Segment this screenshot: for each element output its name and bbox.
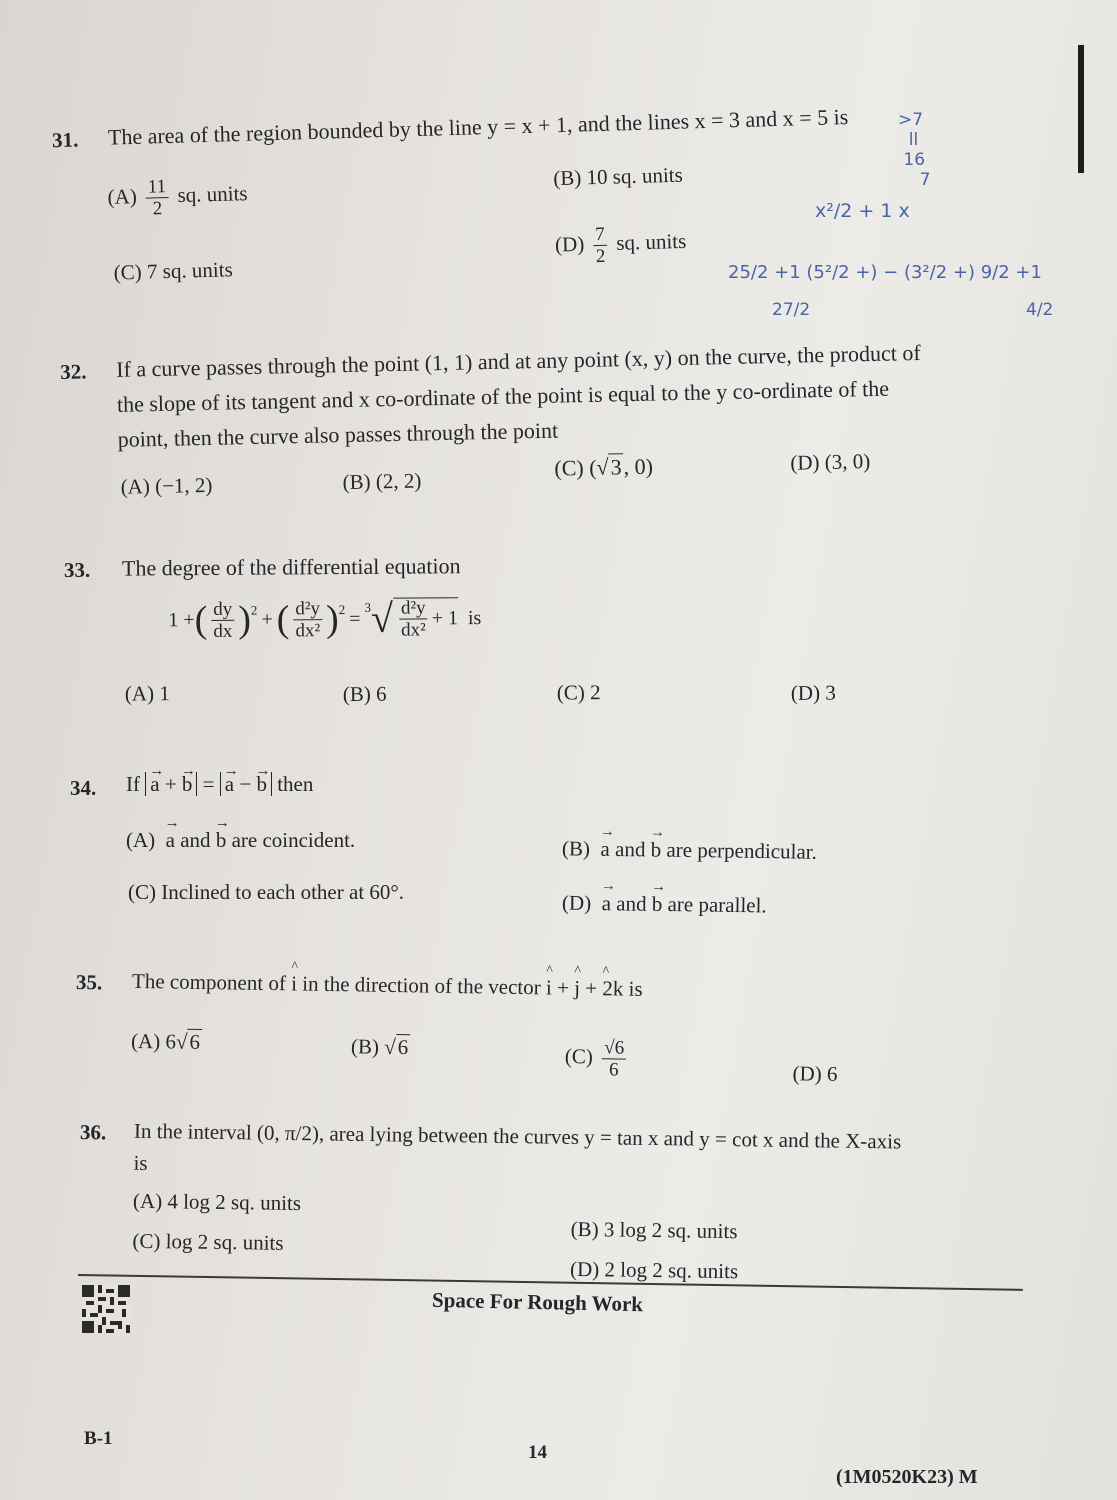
question-number: 32. [60,359,87,384]
option-d[interactable]: (D) 2 log 2 sq. units [569,1256,739,1284]
question-stem: The degree of the differential equation [121,553,461,581]
booklet-code: B-1 [84,1428,113,1449]
question-stem-line-1: If a curve passes through the point (1, 1) and at any point (x, y) on the curve, the product of [115,339,921,382]
handwritten-scribble: 25/2 +1 (5²/2 +) − (3²/2 +) 9/2 +1 [728,262,1042,283]
option-b[interactable]: (B) 10 sq. units [552,162,684,191]
option-d[interactable]: (D) → a and → b are parallel. [562,891,767,919]
option-a[interactable]: (A) → a and → b are coincident. [126,828,355,853]
option-c[interactable]: (C) 7 sq. units [113,257,234,285]
option-a[interactable]: (A) 6√6 [131,1029,202,1055]
option-a[interactable]: (A) 1 [124,681,170,706]
footer-divider [78,1274,1023,1290]
option-b[interactable]: (B) (2, 2) [342,468,422,495]
handwritten-scribble: x²/2 + 1 x [815,200,910,222]
question-number: 33. [63,557,91,582]
question-number: 34. [70,776,97,800]
option-a[interactable]: (A) (−1, 2) [120,472,213,499]
option-c[interactable]: (C) Inclined to each other at 60°. [128,880,405,904]
question-number: 36. [79,1120,107,1145]
question-number: 35. [75,970,103,995]
fraction: $\frac{7}{2}$ [594,223,606,268]
option-c[interactable]: (C) log 2 sq. units [132,1228,284,1255]
option-b[interactable]: (B) √6 [351,1034,411,1060]
handwritten-scribble: 27/2 [772,300,811,320]
option-c[interactable]: (C) 2 [556,680,601,705]
handwritten-scribble: 4/2 [1026,300,1054,320]
question-stem: The component of ^ i in the direction of the vector ^ i + ^ j + ^ 2k is [132,969,643,1002]
option-b[interactable]: (B) 3 log 2 sq. units [570,1216,738,1244]
option-d[interactable]: (D) (3, 0) [790,449,871,475]
fraction: $\frac{11}{2}$ [145,177,168,219]
barcode-icon [82,1285,130,1333]
paper-code: (1M0520K23) M [836,1466,978,1488]
question-stem-line-2: the slope of its tangent and x co-ordinate of the point is equal to the y co-ordinate of the [116,375,890,417]
option-d[interactable]: (D) 3 [790,680,836,705]
question-stem-line-1: In the interval (0, π/2), area lying between the curves y = tan x and y = cot x and the X-axis [133,1118,902,1154]
question-stem-line-3: point, then the curve also passes through the point [117,417,559,452]
question-stem: The area of the region bounded by the line y = x + 1, and the lines x = 3 and x = 5 is [107,103,849,150]
option-a[interactable]: (A) 4 log 2 sq. units [132,1188,302,1216]
option-c[interactable]: (C) (√3, 0) [554,453,654,481]
question-number: 31. [51,127,79,153]
option-b[interactable]: (B) 6 [342,681,387,707]
rough-work-heading: Space For Rough Work [431,1287,644,1317]
margin-mark [1078,45,1084,173]
option-b[interactable]: (B) → a and → b are perpendicular. [562,836,817,865]
differential-equation: 1 + ( $\frac{dy}{dx}$ ) $^2$ + ( $\frac{\text{d²y}}{\text{dx²}}$ ) $^2$ = $^3$ √ $\frac{\text{d²y}}{\text{dx²}}$ + 1 is [168,595,482,642]
option-d[interactable]: (D) 6 [792,1061,838,1086]
option-c[interactable]: (C) $\frac{√6}{6}$ [564,1037,625,1081]
option-a[interactable]: (A) $\frac{11}{2}$ sq. units [107,176,248,220]
option-d[interactable]: (D) $\frac{7}{2}$ sq. units [554,223,687,268]
question-stem: If → a + → b = → a − → b then [126,772,313,797]
handwritten-scribble: >7 ll 16 7 [898,110,931,190]
page-number: 14 [528,1442,547,1463]
question-stem-line-2: is [133,1150,148,1175]
